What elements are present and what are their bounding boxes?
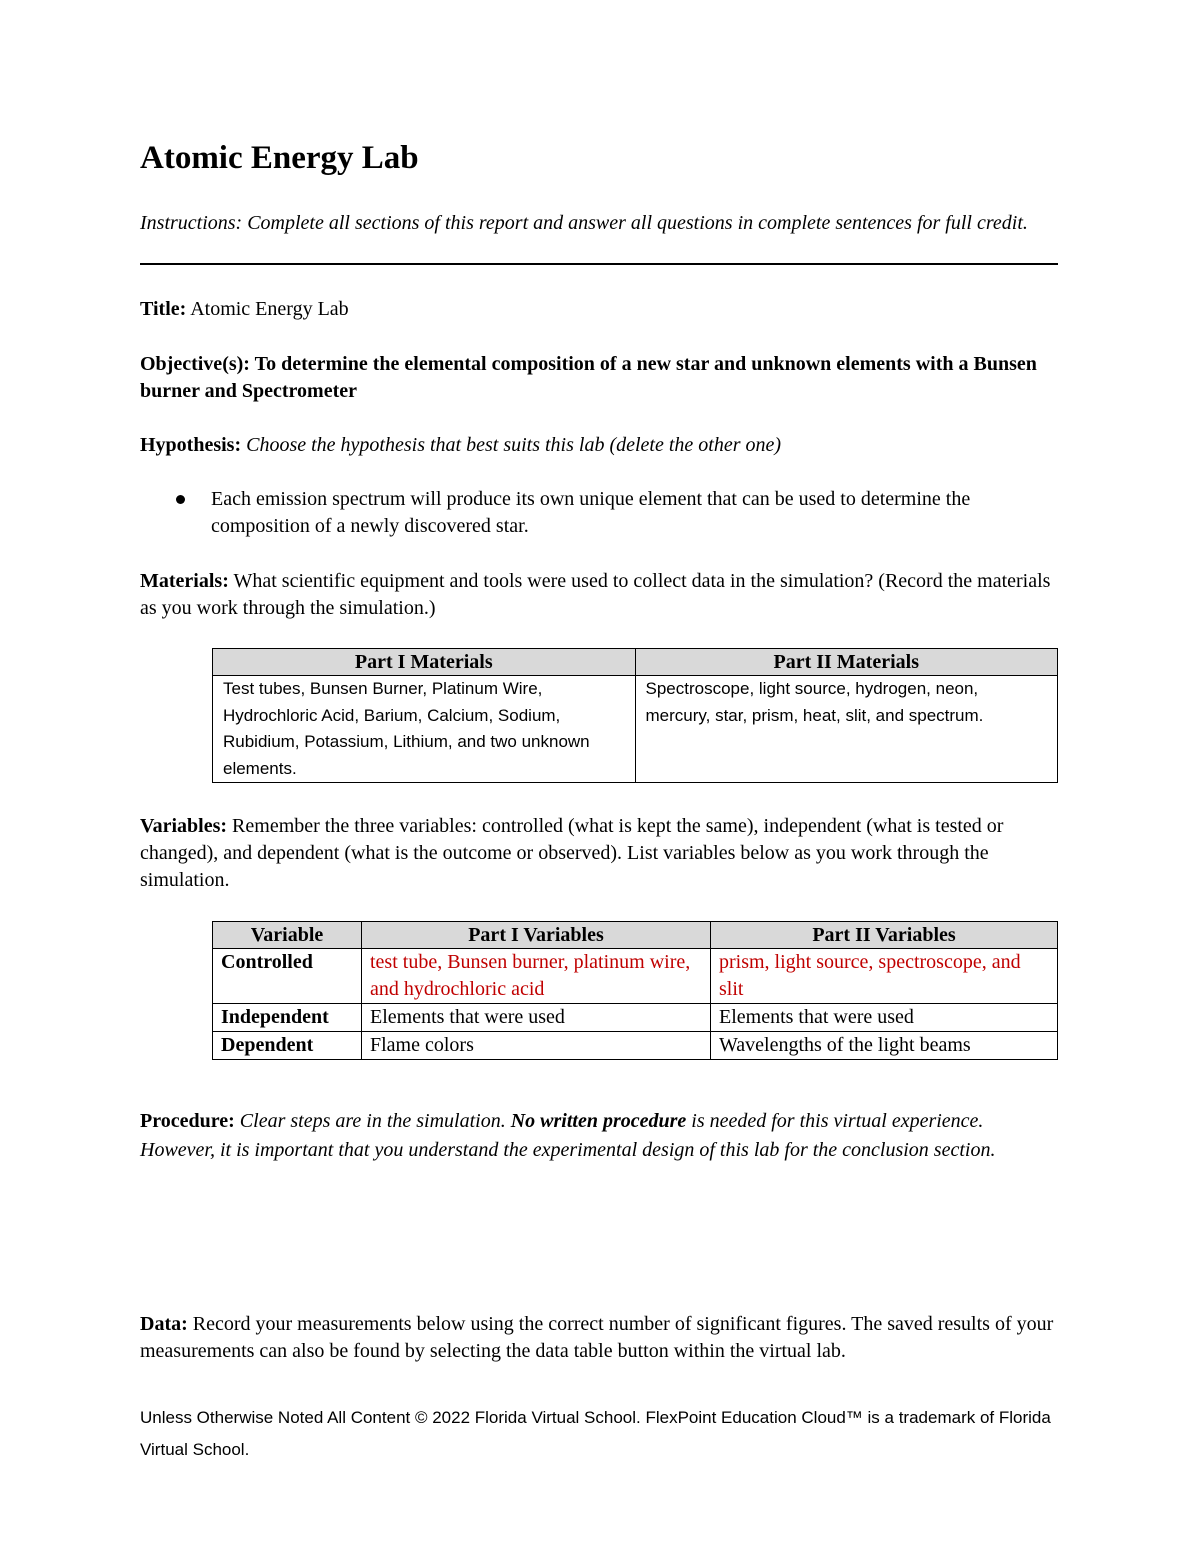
table-row bbox=[213, 1032, 1058, 1060]
title-label: Title: bbox=[140, 298, 187, 320]
materials-label: Materials: bbox=[140, 570, 229, 592]
bullet-icon bbox=[176, 495, 185, 504]
hypothesis-label: Hypothesis: bbox=[140, 434, 242, 456]
row-label: Dependent bbox=[213, 1032, 362, 1060]
table-row bbox=[213, 1004, 1058, 1032]
variables-header-part2: Part II Variables bbox=[711, 922, 1058, 949]
controlled-part1: test tube, Bunsen burner, platinum wire, and hydrochloric acid bbox=[362, 949, 711, 1004]
procedure-label: Procedure: bbox=[140, 1110, 235, 1132]
objective-label: Objective(s): bbox=[140, 353, 250, 375]
materials-part2-cell: Spectroscope, light source, hydrogen, neon, mercury, star, prism, heat, slit, and spectrum. bbox=[635, 676, 1058, 783]
procedure-text-2: is needed for this virtual experience. However, it is important that you understand the experimental design of this lab for the conclusion section. bbox=[140, 1110, 996, 1161]
variables-table bbox=[212, 921, 1058, 1060]
variables bbox=[140, 813, 1058, 894]
variables-label: Variables: bbox=[140, 815, 228, 837]
procedure-bold: No written procedure bbox=[510, 1110, 687, 1132]
instructions: Instructions: Complete all sections of this report and answer all questions in complete sentences for full credit. bbox=[140, 212, 1028, 234]
page-title: Atomic Energy Lab bbox=[140, 140, 419, 176]
dependent-part2: Wavelengths of the light beams bbox=[711, 1032, 1058, 1060]
row-label: Independent bbox=[213, 1004, 362, 1032]
table-row bbox=[213, 949, 1058, 1004]
data-value: Record your measurements below using the correct number of significant figures. The saved results of your measurements can also be found by selecting the data table button within the virtual lab. bbox=[140, 1313, 1054, 1362]
materials bbox=[140, 568, 1058, 622]
variables-header-variable: Variable bbox=[213, 922, 362, 949]
variables-header-part1: Part I Variables bbox=[362, 922, 711, 949]
dependent-part1: Flame colors bbox=[362, 1032, 711, 1060]
controlled-part2: prism, light source, spectroscope, and slit bbox=[711, 949, 1058, 1004]
materials-table bbox=[212, 648, 1058, 783]
materials-header-part2: Part II Materials bbox=[635, 649, 1058, 676]
objective bbox=[140, 351, 1058, 405]
procedure bbox=[140, 1107, 1058, 1165]
data-section bbox=[140, 1311, 1058, 1365]
divider bbox=[140, 263, 1058, 265]
independent-part2: Elements that were used bbox=[711, 1004, 1058, 1032]
materials-part1-cell: Test tubes, Bunsen Burner, Platinum Wire, Hydrochloric Acid, Barium, Calcium, Sodium, Rubidium, Potassium, Lithium, and two unknown elements. bbox=[213, 676, 636, 783]
hypothesis-bullet: Each emission spectrum will produce its own unique element that can be used to determine the composition of a newly discovered star. bbox=[211, 488, 971, 537]
title-line bbox=[140, 296, 1058, 323]
objective-value: To determine the elemental composition of a new star and unknown elements with a Bunsen burner and Spectrometer bbox=[140, 353, 1037, 402]
footer: Unless Otherwise Noted All Content © 2022 Florida Virtual School. FlexPoint Education Cloud™ is a trademark of Florida Virtual School. bbox=[140, 1408, 1051, 1459]
variables-value: Remember the three variables: controlled (what is kept the same), independent (what is tested or changed), and dependent (what is the outcome or observed). List variables below as you work through the simulation. bbox=[140, 815, 1004, 891]
procedure-text-1: Clear steps are in the simulation. bbox=[234, 1110, 511, 1132]
hypothesis bbox=[140, 432, 1058, 459]
row-label: Controlled bbox=[213, 949, 362, 1004]
hypothesis-value: Choose the hypothesis that best suits this lab (delete the other one) bbox=[241, 434, 782, 456]
data-label: Data: bbox=[140, 1313, 188, 1335]
title-value: Atomic Energy Lab bbox=[186, 298, 349, 320]
materials-value: What scientific equipment and tools were used to collect data in the simulation? (Record the materials as you work through the simulation.) bbox=[140, 570, 1051, 619]
independent-part1: Elements that were used bbox=[362, 1004, 711, 1032]
materials-header-part1: Part I Materials bbox=[213, 649, 636, 676]
